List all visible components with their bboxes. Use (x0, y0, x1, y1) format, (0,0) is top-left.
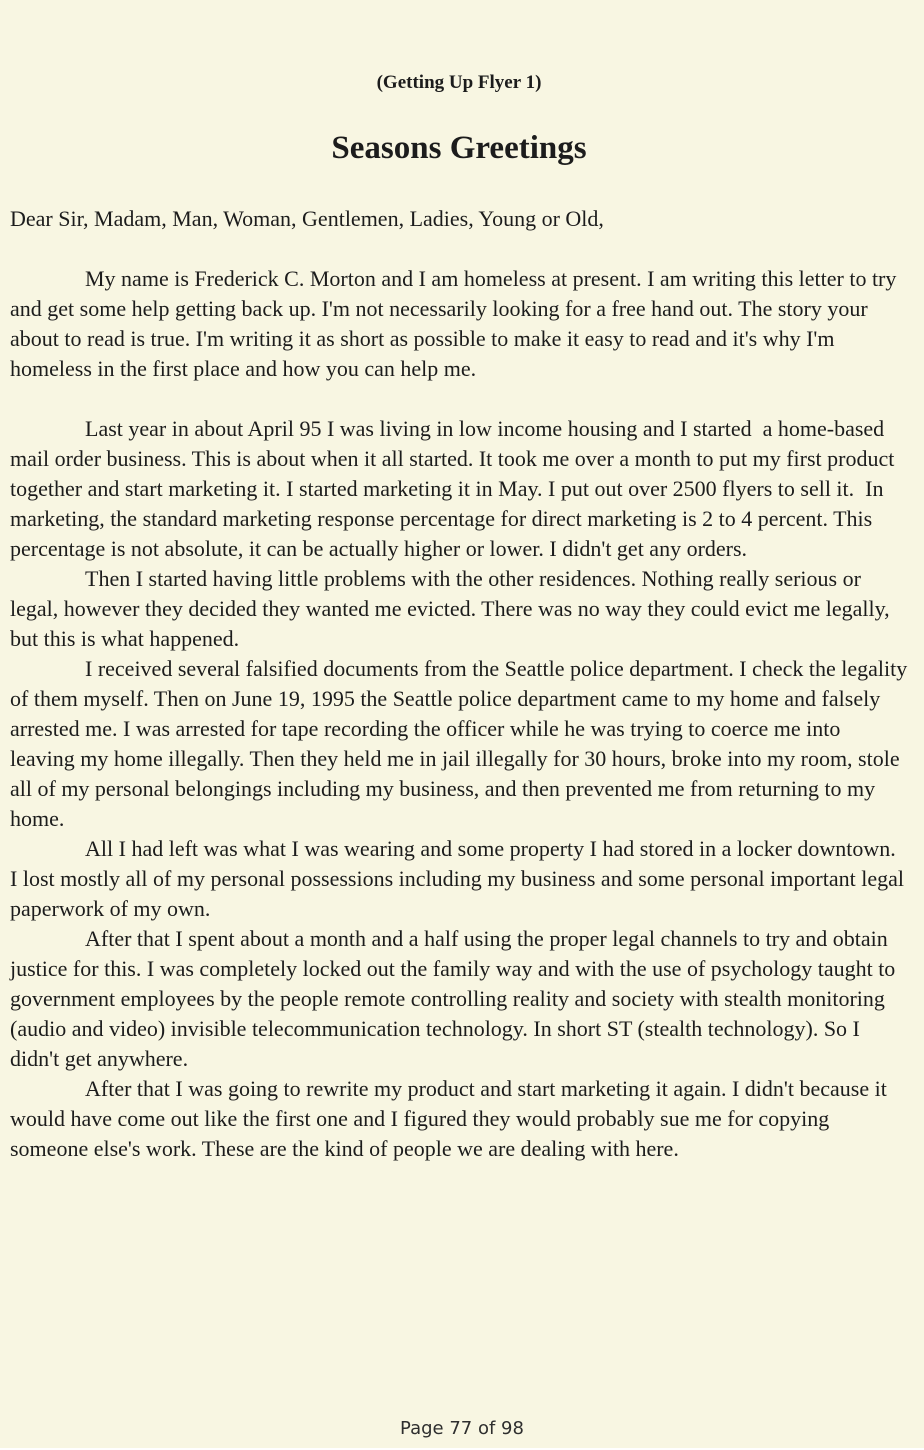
paragraph-possessions: All I had left was what I was wearing and some property I had stored in a locker downtown. I lost mostly all of my personal possessions including my business and some personal important legal paperwork of my own. (10, 836, 910, 921)
paragraph-intro: My name is Frederick C. Morton and I am homeless at present. I am writing this letter to try and get some help getting back up. I'm not necessarily looking for a free hand out. The story your about to read is true. I'm writing it as short as possible to make it easy to read and it's why I'm homeless in the first place and how you can help me. (10, 266, 902, 381)
page-footer (0, 1418, 924, 1439)
paragraph-problems: Then I started having little problems with the other residences. Nothing really serious or legal, however they decided they wanted me evicted. There was no way they could evict me legally, but this is what happened. (10, 566, 896, 651)
salutation: Dear Sir, Madam, Man, Woman, Gentlemen, Ladies, Young or Old, (10, 206, 604, 231)
paragraph-business-start: Last year in about April 95 I was living in low income housing and I started a home-based mail order business. This is about when it all started. It took me over a month to put my first product together and start marketing it. I started marketing it in May. I put out over 2500 flyers to sell it. In marketing, the standard marketing response percentage for direct marketing is 2 to 4 percent. This percentage is not absolute, it can be actually higher or lower. I didn't get any orders. (10, 416, 900, 561)
paragraph-rewrite: After that I was going to rewrite my product and start marketing it again. I didn't because it would have come out like the first one and I figured they would probably sue me for copying someone else's work. These are the kind of people we are dealing with here. (10, 1076, 893, 1161)
header-note: (Getting Up Flyer 1) (376, 72, 542, 93)
paragraph-legal-channels: After that I spent about a month and a half using the proper legal channels to try and obtain justice for this. I was completely locked out the family way and with the use of psychology taught to government employees by the people remote controlling reality and society with stealth monitoring (audio and video) invisible telecommunication technology. In short ST (stealth technology). So I didn't get anywhere. (10, 926, 901, 1071)
page-number-label: Page 77 of 98 (400, 1418, 524, 1439)
paragraph-arrest: I received several falsified documents from the Seattle police department. I check the legality of them myself. Then on June 19, 1995 the Seattle police department came to my home and falsely arrested me. I was arrested for tape recording the officer while he was trying to coerce me into leaving my home illegally. Then they held me in jail illegally for 30 hours, broke into my room, stole all of my personal belongings including my business, and then prevented me from returning to my home. (10, 656, 913, 831)
page-title: Seasons Greetings (331, 130, 587, 166)
